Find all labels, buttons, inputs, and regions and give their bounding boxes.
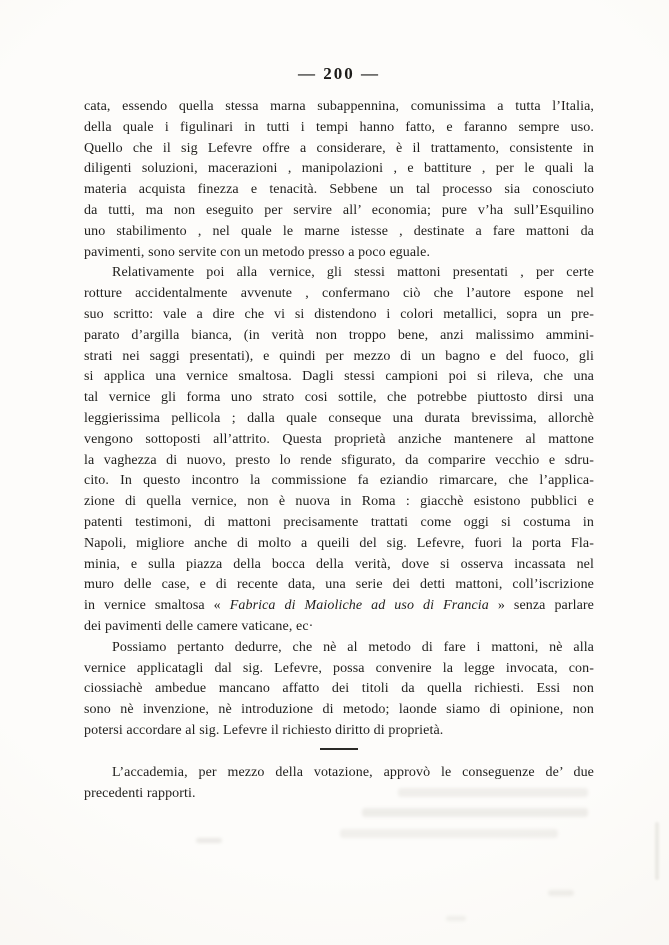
text-line: rotture accidentalmente avvenute , confermano ciò che l’autore espone nel — [84, 286, 594, 302]
text-segment: in vernice smaltosa « — [84, 598, 230, 614]
text-line: leggierissima pellicola ; dalla quale conseque una durata brevissima, allorchè — [84, 410, 594, 426]
text-line: patenti testimoni, di mattoni precisamente trattati come oggi si costuma in — [84, 514, 594, 530]
bleed-through-artifact — [446, 916, 466, 921]
text-line: uno stabilimento , nel quale le marne istesse , destinate a fare mattoni da — [84, 223, 594, 239]
text-line: strati nei saggi presentati), e quindi per mezzo di un bagno e del fuoco, gli — [84, 348, 594, 364]
bleed-through-artifact — [340, 829, 558, 838]
bleed-through-artifact — [196, 838, 222, 843]
italic-inscription: Fabrica di Maioliche ad uso di Francia — [229, 598, 489, 614]
text-line: pavimenti, sono servite con un metodo presso a poco eguale. — [84, 244, 431, 260]
text-line: precedenti rapporti. — [84, 785, 196, 801]
text-line: vernice applicatagli dal sig. Lefevre, possa convenire la legge invocata, con- — [84, 660, 594, 676]
bleed-through-artifact — [548, 890, 574, 896]
text-line: la vaghezza di nuovo, presto lo rende sfigurato, da comparire vecchio e sdru- — [84, 452, 594, 468]
text-line: potersi accordare al sig. Lefevre il richiesto diritto di proprietà. — [84, 722, 444, 738]
text-line: Possiamo pertanto dedurre, che nè al metodo di fare i mattoni, nè alla — [112, 639, 594, 655]
text-line: vengono sottoposti all’attrito. Questa proprietà anziche mantenere al mattone — [84, 431, 594, 447]
text-line: parato d’argilla bianca, (in verità non troppo bene, anzi malissimo ammini- — [84, 327, 594, 343]
text-line: muro delle case, e di recente data, una serie dei detti mattoni, coll’iscrizione — [84, 577, 594, 593]
bleed-through-artifact — [362, 808, 588, 817]
text-line: tal vernice gli forma uno strato cosi sottile, che potrebbe piuttosto dirsi una — [84, 390, 594, 406]
text-line: minia, e sulla piazza della bocca della verità, dove si osserva incassata nel — [84, 556, 594, 572]
text-line: ciossiachè ambedue mancano affatto dei titoli da quella richiesti. Essi non — [84, 681, 594, 697]
text-segment: » senza parlare — [488, 598, 594, 614]
text-line: Napoli, migliore anche di molto a queili del sig. Lefevre, fuori la porta Fla- — [84, 535, 594, 551]
text-line: cata, essendo quella stessa marna subappennina, comunissima a tutta l’Italia, — [84, 99, 594, 114]
page-number: — 200 — — [298, 64, 380, 83]
text-line: materia acquista finezza e tenacità. Sebbene un tal processo sia conosciuto — [84, 182, 594, 198]
text-line: zione di quella vernice, non è nuova in Roma : giacchè esistono pubblici e — [84, 494, 594, 510]
text-line: Quello che il sig Lefevre offre a considerare, è il trattamento, consistente in — [84, 140, 594, 156]
paragraph — [84, 763, 594, 805]
text-line: sono nè invenzione, nè introduzione di metodo; laonde siamo di opinione, non — [84, 702, 594, 718]
text-line: della quale i figulinari in tutti i tempi hanno fatto, e faranno sempre uso. — [84, 119, 594, 135]
section-divider — [320, 748, 358, 750]
text-line: diligenti soluzioni, macerazioni , manipolazioni , e battiture , per le quali la — [84, 161, 594, 177]
body-text — [84, 97, 594, 804]
paragraph — [84, 263, 594, 637]
text-line: si applica una vernice smaltosa. Dagli stessi campioni poi si rileva, che una — [84, 369, 594, 385]
text-line — [84, 596, 594, 617]
text-line: suo scritto: vale a dire che vi si distendono i colori metallici, sopra un pre- — [84, 306, 594, 322]
scan-edge-shadow — [655, 822, 659, 880]
text-line: L’accademia, per mezzo della votazione, approvò le conseguenze de’ due — [112, 764, 594, 780]
text-line: Relativamente poi alla vernice, gli stessi mattoni presentati , per certe — [112, 265, 594, 281]
text-line: dei pavimenti delle camere vaticane, ec· — [84, 618, 314, 634]
paragraph — [84, 97, 594, 263]
paragraph — [84, 638, 594, 742]
text-line: da tutti, ma non eseguito per servire all’ economia; pure v’ha sull’Esquilino — [84, 202, 594, 218]
text-line: cito. In questo incontro la commissione fa eziandio rimarcare, che l’applica- — [84, 473, 594, 489]
